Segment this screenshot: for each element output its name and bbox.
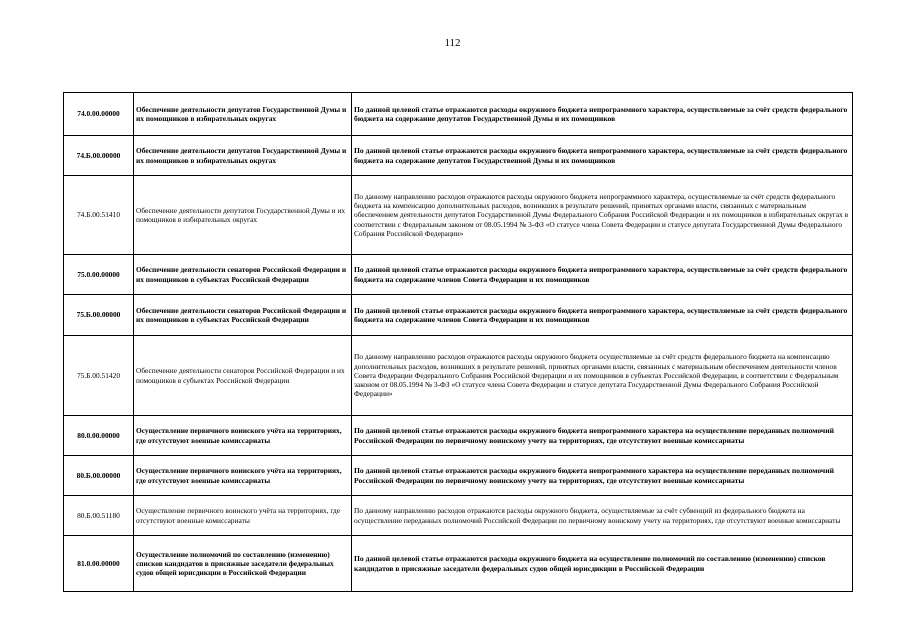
row-name: Осуществление первичного воинского учёта на территориях, где отсутствуют военные комиссариаты: [134, 416, 352, 456]
table-row: [64, 496, 853, 536]
row-description: По данной целевой статье отражаются расходы окружного бюджета на осуществление полномочий по составлению (изменению) списков кандидатов в присяжные заседатели федеральных судов общей юрисдикции в Российской Федерации: [352, 536, 853, 592]
row-code: 80.Б.00.51180: [64, 496, 134, 536]
row-name: Обеспечение деятельности депутатов Государственной Думы и их помощников в избирательных округах: [134, 93, 352, 136]
row-name: Обеспечение деятельности сенаторов Российской Федерации и их помощников в субъектах Российской Федерации: [134, 255, 352, 295]
row-name: Обеспечение деятельности депутатов Государственной Думы и их помощников в избирательных округах: [134, 136, 352, 176]
row-name: Обеспечение деятельности сенаторов Российской Федерации и их помощников в субъектах Российской Федерации: [134, 295, 352, 336]
table-row: [64, 416, 853, 456]
row-description: По данной целевой статье отражаются расходы окружного бюджета непрограммного характера на осуществление переданных полномочий Российской Федерации по первичному воинскому учету на территориях, где отсутствуют военные комиссариаты: [352, 416, 853, 456]
row-description: По данному направлению расходов отражаются расходы окружного бюджета осуществляемые за счёт средств федерального бюджета на компенсацию дополнительных расходов, возникших в результате решений, принятых органами власти, связанных с материальным обеспечением деятельности членов Совета Федерации Федерального Собрания Российской Федерации и их помощников в субъектах Российской Федерации, в соответствии с Федеральным законом от 08.05.1994 № 3-ФЗ «О статусе члена Совета Федерации и статусе депутата Государственной Думы Федерального Собрания Российской Федерации»: [352, 336, 853, 416]
table-row: [64, 136, 853, 176]
row-name: Обеспечение деятельности депутатов Государственной Думы и их помощников в избирательных округах: [134, 176, 352, 255]
budget-classification-table: [63, 92, 853, 592]
table-row: [64, 295, 853, 336]
table-row: [64, 336, 853, 416]
page-number: 112: [444, 37, 461, 49]
table-row: [64, 536, 853, 592]
row-description: По данному направлению расходов отражаются расходы окружного бюджета, осуществляемые за счёт субвенций из федерального бюджета на осуществление переданных полномочий Российской Федерации по первичному воинскому учету на территориях, где отсутствуют военные комиссариаты: [352, 496, 853, 536]
row-code: 75.Б.00.51420: [64, 336, 134, 416]
row-name: Осуществление первичного воинского учёта на территориях, где отсутствуют военные комиссариаты: [134, 496, 352, 536]
row-description: По данной целевой статье отражаются расходы окружного бюджета непрограммного характера, осуществляемые за счёт средств федерального бюджета на содержание депутатов Государственной Думы и их помощников: [352, 136, 853, 176]
table-row: [64, 176, 853, 255]
row-name: Осуществление полномочий по составлению (изменению) списков кандидатов в присяжные заседатели федеральных судов общей юрисдикции в Российской Федерации: [134, 536, 352, 592]
row-description: По данной целевой статье отражаются расходы окружного бюджета непрограммного характера, осуществляемые за счёт средств федерального бюджета на содержание депутатов Государственной Думы и их помощников: [352, 93, 853, 136]
row-description: По данной целевой статье отражаются расходы окружного бюджета непрограммного характера, осуществляемые за счёт средств федерального бюджета на содержание членов Совета Федерации и их помощников: [352, 255, 853, 295]
row-description: По данной целевой статье отражаются расходы окружного бюджета непрограммного характера на осуществление переданных полномочий Российской Федерации по первичному воинскому учету на территориях, где отсутствуют военные комиссариаты: [352, 456, 853, 496]
row-name: Осуществление первичного воинского учёта на территориях, где отсутствуют военные комиссариаты: [134, 456, 352, 496]
row-code: 80.Б.00.00000: [64, 456, 134, 496]
table-row: [64, 456, 853, 496]
row-code: 74.0.00.00000: [64, 93, 134, 136]
row-description: По данному направлению расходов отражаются расходы окружного бюджета непрограммного характера, осуществляемые за счёт средств федерального бюджета на компенсацию дополнительных расходов, возникших в результате решений, принятых органами власти, связанных с материальным обеспечением деятельности депутатов Государственной Думы Федерального Собрания Российской Федерации и их помощников в избирательных округах в соответствии с Федеральным законом от 08.05.1994 № 3-ФЗ «О статусе члена Совета Федерации и статусе депутата Государственной Думы Федерального Собрания Российской Федерации»: [352, 176, 853, 255]
row-name: Обеспечение деятельности сенаторов Российской Федерации и их помощников в субъектах Российской Федерации: [134, 336, 352, 416]
row-code: 74.Б.00.00000: [64, 136, 134, 176]
row-code: 75.0.00.00000: [64, 255, 134, 295]
row-code: 75.Б.00.00000: [64, 295, 134, 336]
row-code: 80.0.00.00000: [64, 416, 134, 456]
row-code: 81.0.00.00000: [64, 536, 134, 592]
row-code: 74.Б.00.51410: [64, 176, 134, 255]
table-row: [64, 93, 853, 136]
table-row: [64, 255, 853, 295]
row-description: По данной целевой статье отражаются расходы окружного бюджета непрограммного характера, осуществляемые за счёт средств федерального бюджета на содержание членов Совета Федерации и их помощников: [352, 295, 853, 336]
